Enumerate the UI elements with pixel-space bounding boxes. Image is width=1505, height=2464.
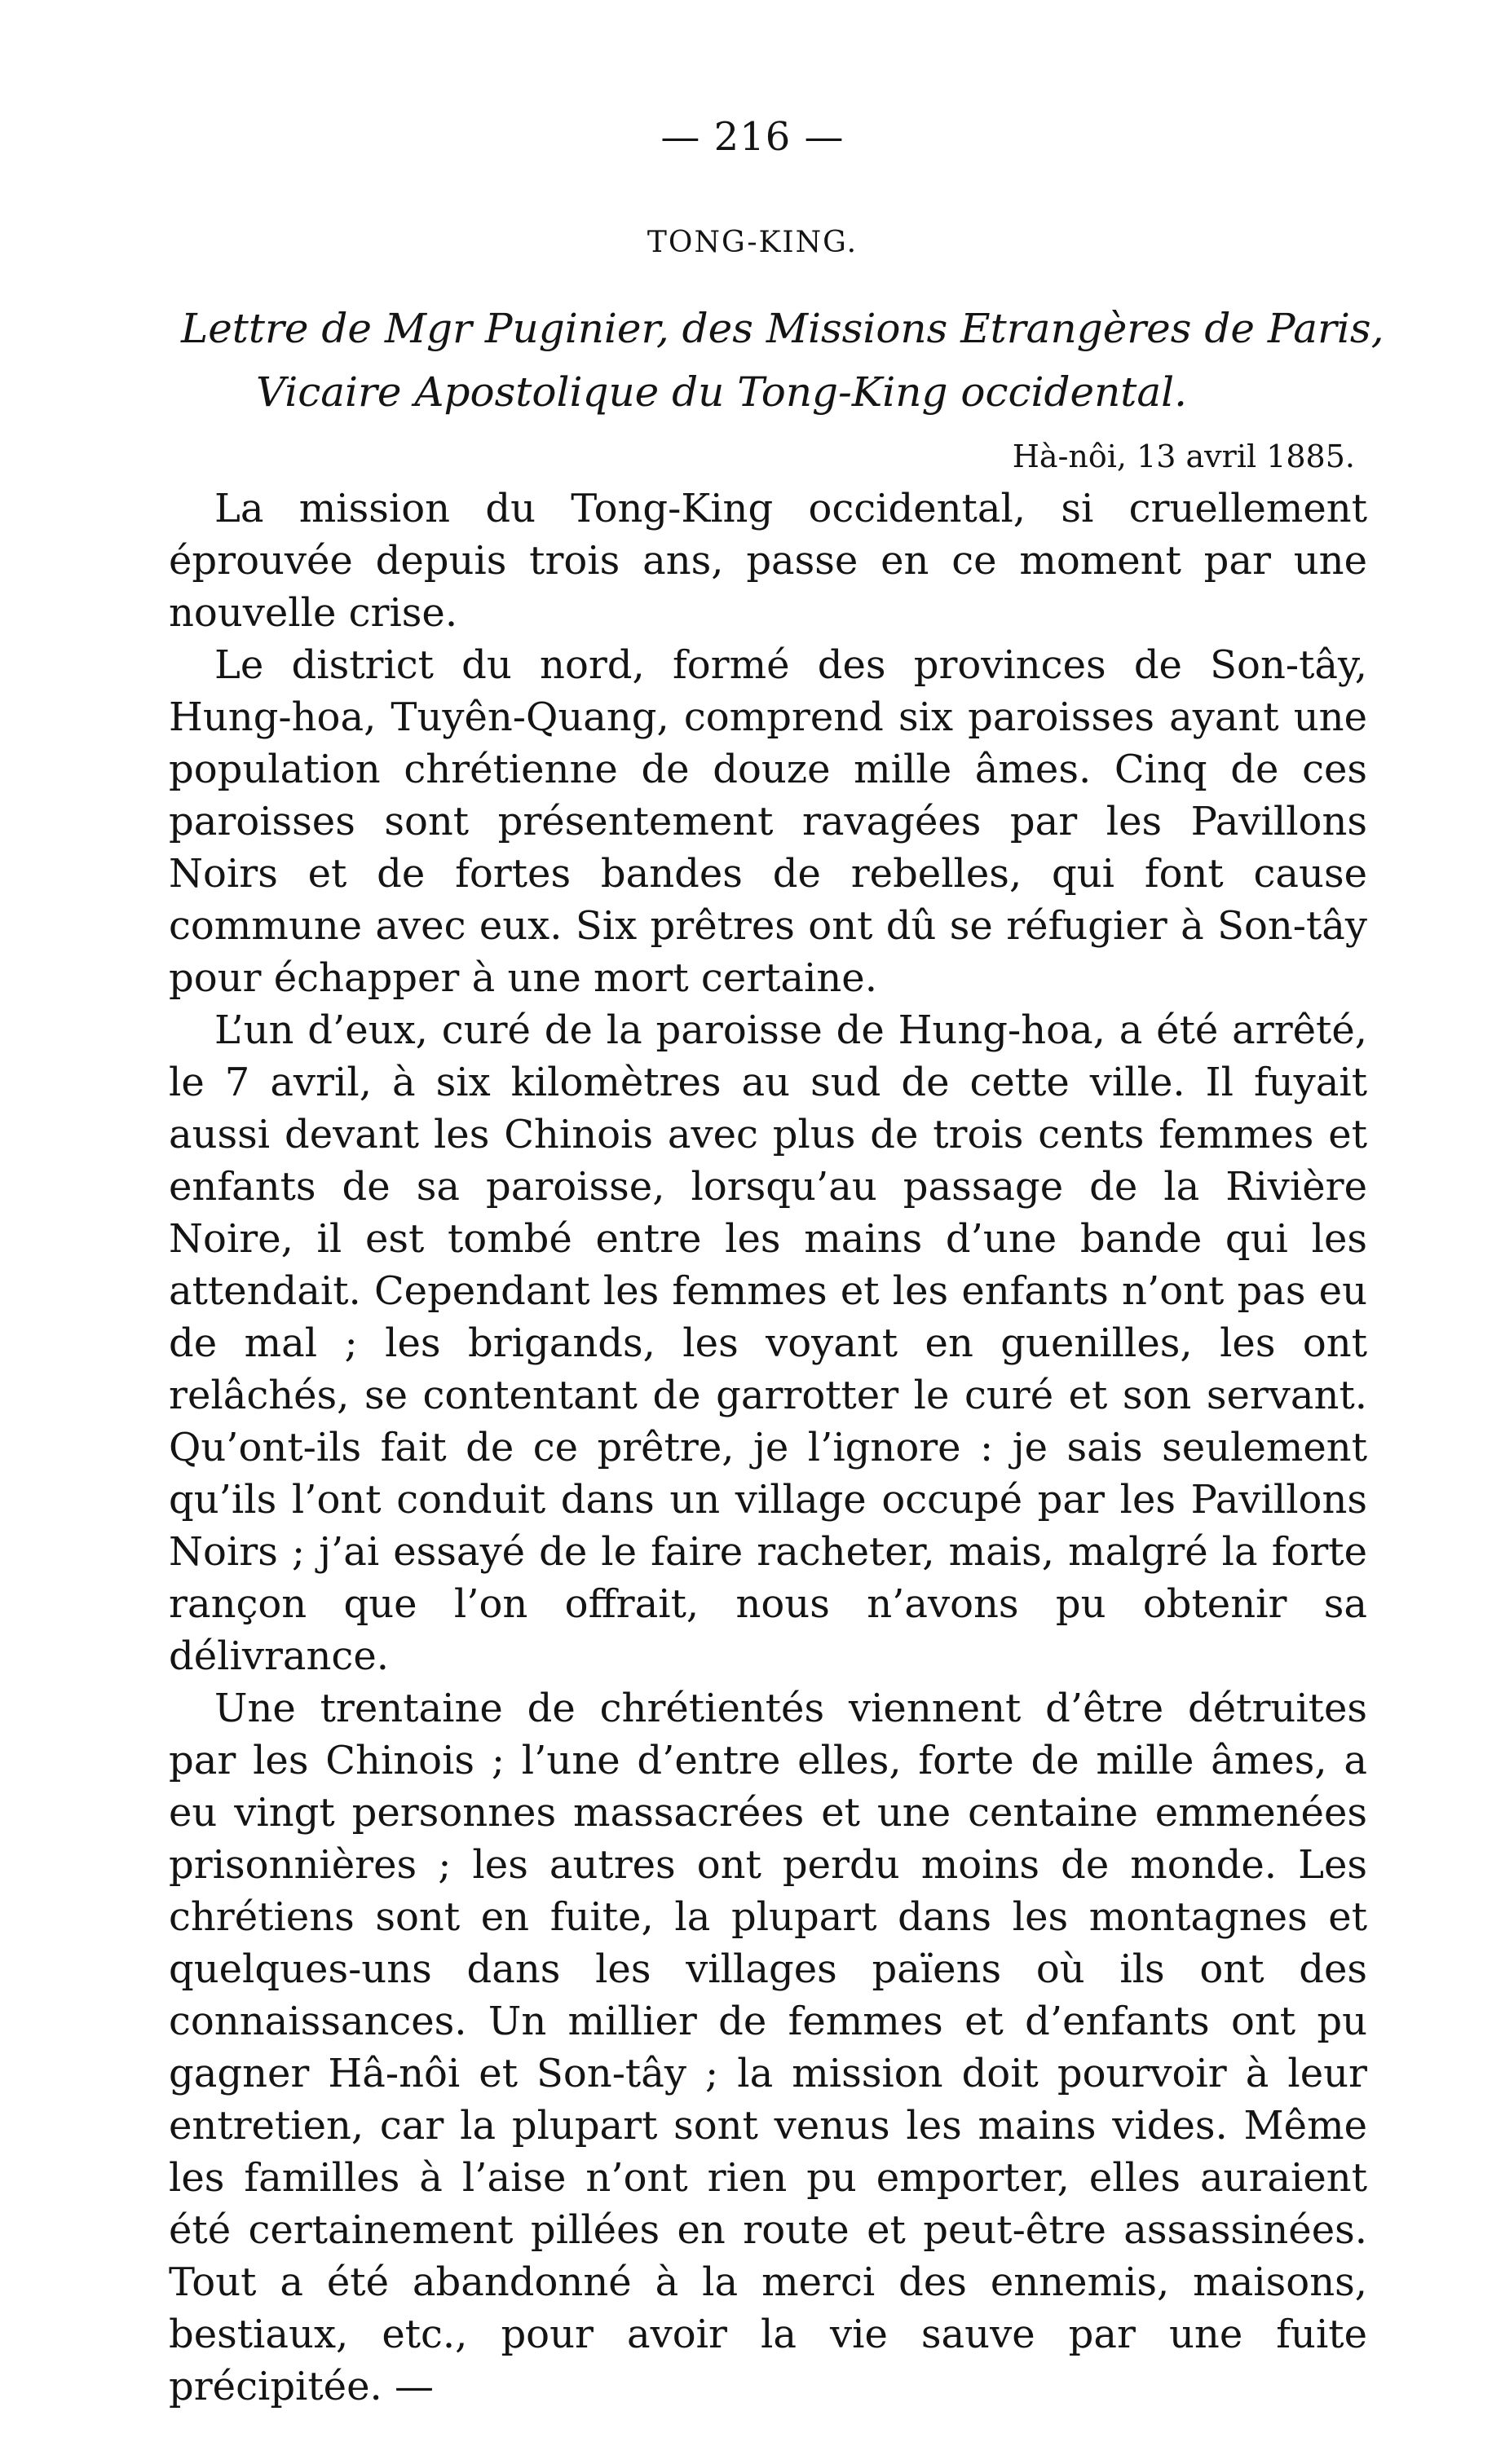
paragraph: Le district du nord, formé des provinces de Son-tây, Hung-hoa, Tuyên-Quang, comprend six paroisses ayant une population chrétienne de douze mille âmes. Cinq de ces paroisses sont présentement ravagées par les Pavillons Noirs et de fortes bandes de rebelles, qui font cause commune avec eux. Six prêtres ont dû se réfugier à Son-tây pour échapper à une mort certaine.: [169, 642, 1367, 1001]
section-title: TONG-KING.: [647, 226, 858, 259]
dateline: Hà-nôi, 13 avril 1885.: [1012, 439, 1355, 474]
paragraph: La mission du Tong-King occidental, si cruellement éprouvée depuis trois ans, passe en ce moment par une nouvelle crise.: [169, 486, 1367, 636]
letter-body: [169, 483, 1367, 2413]
paragraph: Une trentaine de chrétientés viennent d’être détruites par les Chinois ; l’une d’entre elles, forte de mille âmes, a eu vingt personnes massacrées et une centaine emmenées prisonnières ; les autres ont perdu moins de monde. Les chrétiens sont en fuite, la plupart dans les montagnes et quelques-uns dans les villages païens où ils ont des connaissances. Un millier de femmes et d’enfants ont pu gagner Hâ-nôi et Son-tây ; la mission doit pourvoir à leur entretien, car la plupart sont venus les mains vides. Même les familles à l’aise n’ont rien pu emporter, elles auraient été certainement pillées en route et peut-être assassinées. Tout a été abandonné à la merci des ennemis, maisons, bestiaux, etc., pour avoir la vie sauve par une fuite précipitée. —: [169, 1686, 1367, 2409]
paragraph: L’un d’eux, curé de la paroisse de Hung-hoa, a été arrêté, le 7 avril, à six kilomètres au sud de cette ville. Il fuyait aussi devant les Chinois avec plus de trois cents femmes et enfants de sa paroisse, lorsqu’au passage de la Rivière Noire, il est tombé entre les mains d’une bande qui les attendait. Cependant les femmes et les enfants n’ont pas eu de mal ; les brigands, les voyant en guenilles, les ont relâchés, se contentant de garrotter le curé et son servant. Qu’ont-ils fait de ce prêtre, je l’ignore : je sais seulement qu’ils l’ont conduit dans un village occupé par les Pavillons Noirs ; j’ai essayé de le faire racheter, mais, malgré la forte rançon que l’on offrait, nous n’avons pu obtenir sa délivrance.: [169, 1007, 1367, 1679]
letter-heading: Lettre de Mgr Puginier, des Missions Etrangères de Paris, Vicaire Apostolique du Tong-King occidental.: [181, 305, 1384, 416]
page-number: — 216 —: [660, 114, 845, 160]
